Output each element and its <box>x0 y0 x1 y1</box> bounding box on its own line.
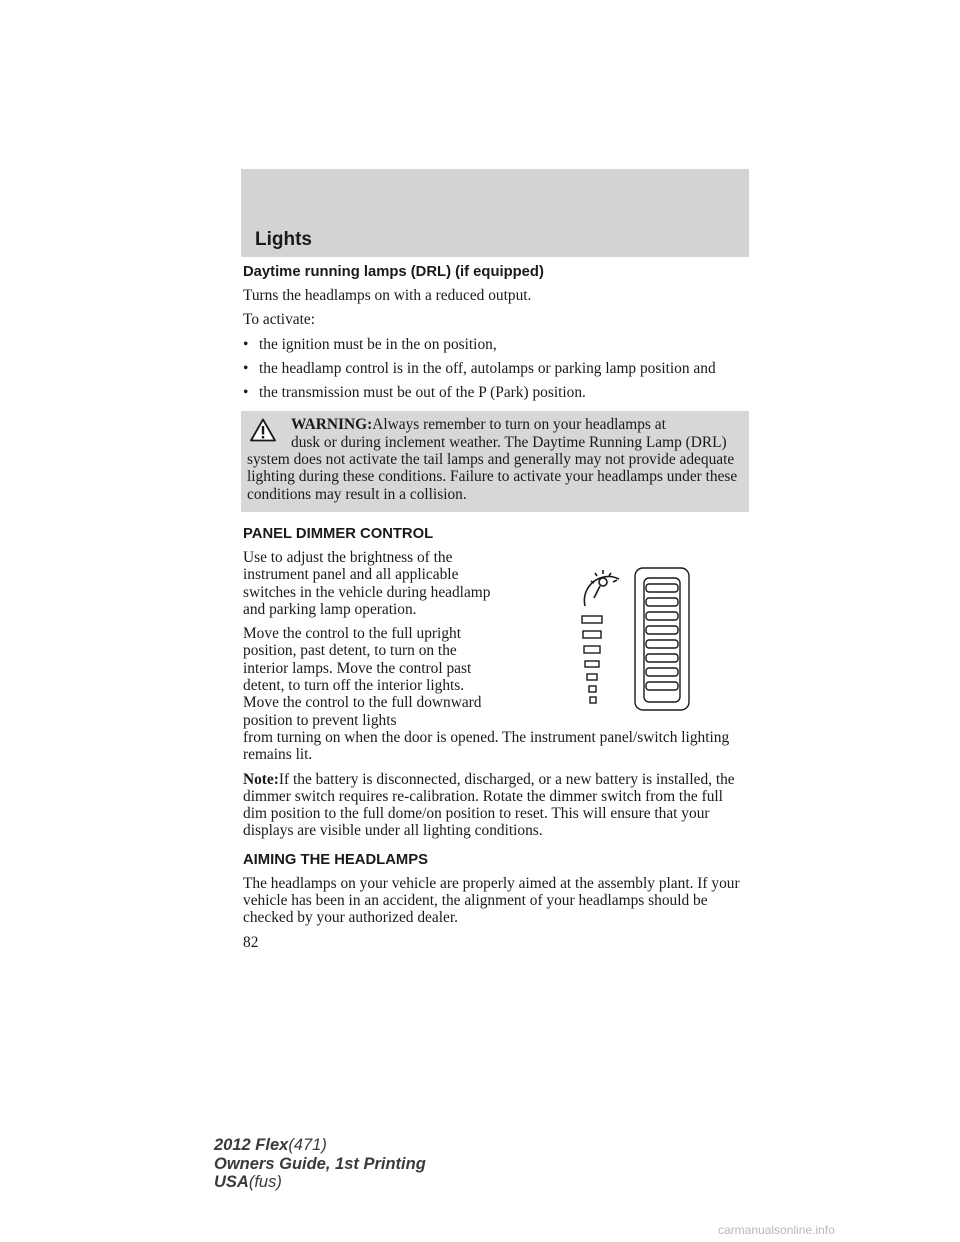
dimmer-paragraph-2b: from turning on when the door is opened. The instrument panel/switch lighting remains lit. <box>243 728 730 764</box>
page-number: 82 <box>243 933 259 951</box>
warning-triangle-icon <box>250 418 276 442</box>
panel-dimmer-illustration <box>573 564 693 712</box>
footer-region-code: (fus) <box>248 1173 282 1191</box>
aiming-paragraph: The headlamps on your vehicle are properly aimed at the assembly plant. If your vehicle has been in an accident, the alignment of your headlamps should be checked by your authorized dealer. <box>243 874 740 927</box>
section-title: Lights <box>255 229 312 250</box>
dimmer-heading: PANEL DIMMER CONTROL <box>243 525 434 542</box>
footer-region: USA <box>214 1173 249 1191</box>
bullet-icon: • <box>243 335 249 353</box>
thumbwheel-icon <box>635 568 689 710</box>
drl-bullet-list <box>243 336 749 402</box>
page-content <box>243 264 749 951</box>
print-footer <box>214 1136 426 1192</box>
dimmer-section <box>243 526 749 840</box>
warning-box <box>241 411 749 511</box>
list-item: • the headlamp control is in the off, autolamps or parking lamp position and <box>243 359 716 377</box>
drl-activate-label: To activate: <box>243 311 315 329</box>
dimmer-note <box>243 771 749 840</box>
brightness-scale-icon <box>582 616 602 703</box>
section-header-band <box>241 169 749 257</box>
watermark: carmanualsonline.info <box>718 1223 835 1237</box>
drl-heading: Daytime running lamps (DRL) (if equipped) <box>243 264 544 280</box>
aiming-heading: AIMING THE HEADLAMPS <box>243 851 428 868</box>
warning-text: dusk or during inclement weather. The Daytime Running Lamp (DRL) system does not activate the tail lamps and generally may not provide adequate lighting during these conditions. Failure to activate your headlamps under these conditions may result in a collision. <box>247 433 738 503</box>
bullet-icon: • <box>243 384 249 402</box>
list-item: • the ignition must be in the on position, <box>243 335 497 353</box>
list-item: • the transmission must be out of the P (Park) position. <box>243 384 586 402</box>
footer-model-code: (471) <box>288 1136 327 1154</box>
note-label: Note: <box>243 770 279 788</box>
note-text: If the battery is disconnected, discharged, or a new battery is installed, the dimmer switch requires re-calibration. Rotate the dimmer switch from the full dim position to the full dome/on position to reset. This will ensure that your displays are visible under all lighting conditions. <box>243 770 735 840</box>
warning-label: WARNING: <box>291 416 373 434</box>
warning-line1: Always remember to turn on your headlamps at <box>372 416 666 434</box>
drl-intro: Turns the headlamps on with a reduced output. <box>243 287 532 304</box>
dimmer-paragraph-1: Use to adjust the brightness of the instrument panel and all applicable switches in the vehicle during headlamp and parking lamp operation. <box>243 548 491 618</box>
footer-guide: Owners Guide, 1st Printing <box>214 1154 426 1173</box>
footer-model: 2012 Flex <box>214 1136 289 1154</box>
dimmer-paragraph-2a: Move the control to the full upright position, past detent, to turn on the interior lamps. Move the control past detent, to turn off the interior lights. Move the control to the full downward position to prevent lights <box>243 625 482 729</box>
bullet-icon: • <box>243 359 249 377</box>
